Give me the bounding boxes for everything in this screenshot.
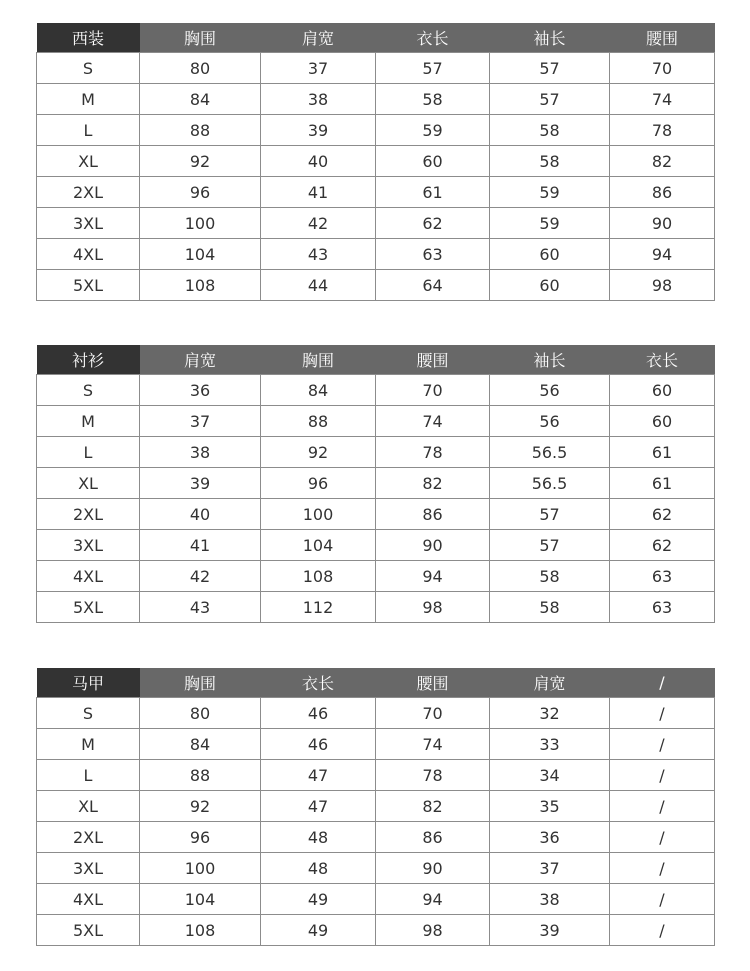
table-row [37, 84, 715, 115]
size-label-cell: 4XL [37, 239, 140, 270]
measurement-cell: 108 [261, 561, 376, 592]
measurement-cell: 80 [140, 698, 261, 729]
table-row [37, 592, 715, 623]
size-label-cell: L [37, 437, 140, 468]
measurement-cell: 59 [490, 208, 610, 239]
size-label-cell: 2XL [37, 177, 140, 208]
size-label-cell: S [37, 698, 140, 729]
size-label-cell: S [37, 53, 140, 84]
measurement-cell: 43 [140, 592, 261, 623]
measurement-cell: 38 [140, 437, 261, 468]
size-label-cell: XL [37, 146, 140, 177]
measurement-cell: 47 [261, 791, 376, 822]
measurement-cell: 59 [376, 115, 490, 146]
measurement-cell: 58 [490, 561, 610, 592]
measurement-cell: 88 [140, 115, 261, 146]
measurement-cell: 35 [490, 791, 610, 822]
measurement-cell: 78 [610, 115, 715, 146]
measurement-cell: 47 [261, 760, 376, 791]
size-label-cell: 2XL [37, 499, 140, 530]
measurement-cell: 49 [261, 915, 376, 946]
table-row [37, 177, 715, 208]
measurement-cell: 84 [140, 84, 261, 115]
measurement-cell: 56.5 [490, 468, 610, 499]
measurement-cell: / [610, 791, 715, 822]
table-row [37, 561, 715, 592]
measurement-cell: 61 [376, 177, 490, 208]
table-row [37, 915, 715, 946]
measurement-cell: 96 [140, 177, 261, 208]
size-label-cell: L [37, 760, 140, 791]
table-row [37, 822, 715, 853]
table-header-row [37, 668, 715, 698]
measurement-cell: 44 [261, 270, 376, 301]
table-row [37, 729, 715, 760]
measurement-cell: 61 [610, 468, 715, 499]
table-row [37, 146, 715, 177]
size-label-cell: L [37, 115, 140, 146]
measurement-cell: 80 [140, 53, 261, 84]
table-row [37, 499, 715, 530]
measurement-cell: 57 [490, 530, 610, 561]
column-header: 腰围 [376, 668, 490, 698]
measurement-cell: 59 [490, 177, 610, 208]
column-header: 腰围 [610, 23, 715, 53]
measurement-cell: 38 [490, 884, 610, 915]
table-row [37, 115, 715, 146]
measurement-cell: 64 [376, 270, 490, 301]
measurement-cell: 61 [610, 437, 715, 468]
table-header-row [37, 345, 715, 375]
table-row [37, 208, 715, 239]
table-title-cell: 马甲 [37, 668, 140, 698]
column-header: 肩宽 [261, 23, 376, 53]
table-row [37, 530, 715, 561]
measurement-cell: 57 [490, 84, 610, 115]
measurement-cell: 43 [261, 239, 376, 270]
measurement-cell: 82 [376, 468, 490, 499]
measurement-cell: 62 [376, 208, 490, 239]
measurement-cell: 96 [261, 468, 376, 499]
measurement-cell: 42 [261, 208, 376, 239]
measurement-cell: 32 [490, 698, 610, 729]
measurement-cell: 88 [140, 760, 261, 791]
measurement-cell: 90 [376, 853, 490, 884]
size-label-cell: 2XL [37, 822, 140, 853]
measurement-cell: 108 [140, 270, 261, 301]
column-header: 胸围 [140, 668, 261, 698]
measurement-cell: 37 [140, 406, 261, 437]
measurement-cell: 48 [261, 853, 376, 884]
table-row [37, 791, 715, 822]
measurement-cell: 60 [610, 375, 715, 406]
size-label-cell: XL [37, 468, 140, 499]
measurement-cell: 58 [490, 592, 610, 623]
measurement-cell: 46 [261, 729, 376, 760]
table-header-row [37, 23, 715, 53]
column-header: 肩宽 [490, 668, 610, 698]
measurement-cell: 60 [376, 146, 490, 177]
measurement-cell: / [610, 853, 715, 884]
size-label-cell: S [37, 375, 140, 406]
measurement-cell: 39 [261, 115, 376, 146]
measurement-cell: 112 [261, 592, 376, 623]
size-label-cell: M [37, 406, 140, 437]
measurement-cell: 98 [610, 270, 715, 301]
measurement-cell: 94 [376, 884, 490, 915]
measurement-cell: 40 [140, 499, 261, 530]
vest-size-table [36, 668, 715, 946]
measurement-cell: 60 [490, 239, 610, 270]
measurement-cell: 100 [140, 853, 261, 884]
measurement-cell: 34 [490, 760, 610, 791]
measurement-cell: 39 [490, 915, 610, 946]
size-label-cell: M [37, 84, 140, 115]
column-header: 腰围 [376, 345, 490, 375]
measurement-cell: 62 [610, 499, 715, 530]
measurement-cell: 100 [261, 499, 376, 530]
measurement-cell: 84 [261, 375, 376, 406]
measurement-cell: 100 [140, 208, 261, 239]
table-row [37, 239, 715, 270]
measurement-cell: 41 [140, 530, 261, 561]
measurement-cell: 90 [376, 530, 490, 561]
size-label-cell: 5XL [37, 915, 140, 946]
measurement-cell: 74 [610, 84, 715, 115]
size-label-cell: 3XL [37, 853, 140, 884]
table-row [37, 437, 715, 468]
measurement-cell: 58 [376, 84, 490, 115]
measurement-cell: 86 [610, 177, 715, 208]
measurement-cell: 82 [610, 146, 715, 177]
table-row [37, 375, 715, 406]
measurement-cell: 46 [261, 698, 376, 729]
size-label-cell: 3XL [37, 530, 140, 561]
size-label-cell: M [37, 729, 140, 760]
measurement-cell: 37 [490, 853, 610, 884]
table-title-cell: 西装 [37, 23, 140, 53]
measurement-cell: 74 [376, 729, 490, 760]
measurement-cell: 92 [140, 791, 261, 822]
measurement-cell: 108 [140, 915, 261, 946]
table-row [37, 853, 715, 884]
size-label-cell: 5XL [37, 270, 140, 301]
measurement-cell: 60 [610, 406, 715, 437]
measurement-cell: 48 [261, 822, 376, 853]
table-row [37, 270, 715, 301]
suit-size-table [36, 23, 715, 301]
measurement-cell: 57 [376, 53, 490, 84]
column-header: 衣长 [376, 23, 490, 53]
measurement-cell: 96 [140, 822, 261, 853]
size-label-cell: 3XL [37, 208, 140, 239]
measurement-cell: / [610, 884, 715, 915]
measurement-cell: 98 [376, 915, 490, 946]
measurement-cell: 70 [376, 375, 490, 406]
size-label-cell: XL [37, 791, 140, 822]
measurement-cell: 56.5 [490, 437, 610, 468]
shirt-size-table [36, 345, 715, 623]
measurement-cell: 94 [376, 561, 490, 592]
measurement-cell: 104 [140, 884, 261, 915]
measurement-cell: 62 [610, 530, 715, 561]
size-label-cell: 4XL [37, 561, 140, 592]
measurement-cell: 56 [490, 406, 610, 437]
measurement-cell: 92 [261, 437, 376, 468]
measurement-cell: 49 [261, 884, 376, 915]
measurement-cell: / [610, 698, 715, 729]
column-header: 衣长 [261, 668, 376, 698]
table-row [37, 698, 715, 729]
measurement-cell: 63 [376, 239, 490, 270]
measurement-cell: 39 [140, 468, 261, 499]
measurement-cell: / [610, 822, 715, 853]
measurement-cell: 58 [490, 146, 610, 177]
measurement-cell: 104 [140, 239, 261, 270]
measurement-cell: 90 [610, 208, 715, 239]
measurement-cell: 78 [376, 760, 490, 791]
measurement-cell: 70 [610, 53, 715, 84]
measurement-cell: 94 [610, 239, 715, 270]
table-title-cell: 衬衫 [37, 345, 140, 375]
measurement-cell: 33 [490, 729, 610, 760]
measurement-cell: 84 [140, 729, 261, 760]
column-header: 胸围 [140, 23, 261, 53]
measurement-cell: 42 [140, 561, 261, 592]
measurement-cell: 58 [490, 115, 610, 146]
measurement-cell: 98 [376, 592, 490, 623]
table-row [37, 760, 715, 791]
measurement-cell: 37 [261, 53, 376, 84]
measurement-cell: 40 [261, 146, 376, 177]
measurement-cell: 60 [490, 270, 610, 301]
measurement-cell: 78 [376, 437, 490, 468]
measurement-cell: / [610, 915, 715, 946]
measurement-cell: 36 [140, 375, 261, 406]
column-header: 袖长 [490, 345, 610, 375]
size-label-cell: 5XL [37, 592, 140, 623]
measurement-cell: 36 [490, 822, 610, 853]
table-row [37, 406, 715, 437]
measurement-cell: 56 [490, 375, 610, 406]
measurement-cell: 92 [140, 146, 261, 177]
measurement-cell: 82 [376, 791, 490, 822]
column-header: 衣长 [610, 345, 715, 375]
table-row [37, 468, 715, 499]
column-header: / [610, 668, 715, 698]
measurement-cell: 63 [610, 561, 715, 592]
measurement-cell: 57 [490, 499, 610, 530]
measurement-cell: 104 [261, 530, 376, 561]
column-header: 肩宽 [140, 345, 261, 375]
measurement-cell: 86 [376, 499, 490, 530]
table-row [37, 884, 715, 915]
measurement-cell: / [610, 760, 715, 791]
size-label-cell: 4XL [37, 884, 140, 915]
table-row [37, 53, 715, 84]
measurement-cell: 74 [376, 406, 490, 437]
measurement-cell: 57 [490, 53, 610, 84]
column-header: 袖长 [490, 23, 610, 53]
measurement-cell: 86 [376, 822, 490, 853]
column-header: 胸围 [261, 345, 376, 375]
measurement-cell: 88 [261, 406, 376, 437]
measurement-cell: 41 [261, 177, 376, 208]
measurement-cell: 70 [376, 698, 490, 729]
measurement-cell: 63 [610, 592, 715, 623]
measurement-cell: / [610, 729, 715, 760]
measurement-cell: 38 [261, 84, 376, 115]
